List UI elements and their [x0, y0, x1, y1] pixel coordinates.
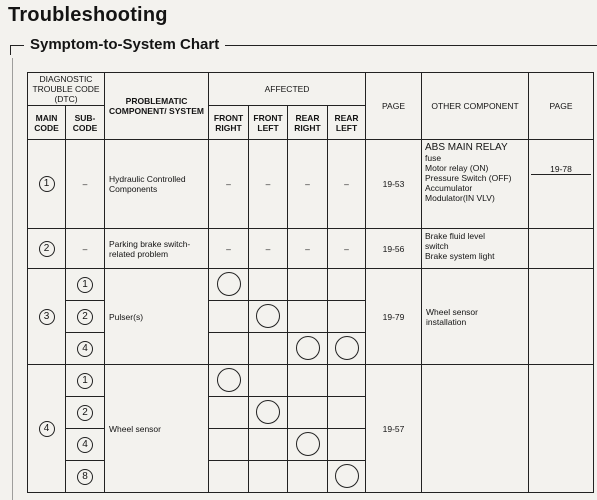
rl-2: –	[328, 229, 366, 269]
page-1: 19-53	[366, 140, 422, 229]
main-code-1: 1	[39, 176, 55, 192]
affected-mark	[217, 368, 241, 392]
other-line: Motor relay (ON)	[425, 163, 489, 173]
page2-1	[529, 140, 594, 229]
header-page: PAGE	[366, 73, 422, 140]
header-component: PROBLEMATIC COMPONENT/ SYSTEM	[105, 73, 209, 140]
other-line: switch	[425, 241, 449, 251]
other-line: fuse	[425, 153, 442, 163]
sub-code-3c: 4	[77, 341, 93, 357]
fr-2: –	[209, 229, 249, 269]
page-3: 19-79	[366, 269, 422, 365]
other-component-1	[422, 140, 529, 229]
affected-mark	[217, 272, 241, 296]
affected-mark	[335, 464, 359, 488]
main-code-3: 3	[39, 309, 55, 325]
header-front-right: FRONT RIGHT	[209, 106, 249, 140]
section-heading: Symptom-to-System Chart	[24, 36, 225, 53]
margin-rule	[12, 58, 13, 500]
header-rear-right: REAR RIGHT	[288, 106, 328, 140]
header-main-code: MAIN CODE	[28, 106, 66, 140]
other-component-4	[422, 365, 529, 493]
other-line: Brake fluid level	[425, 231, 486, 241]
affected-mark	[256, 400, 280, 424]
sub-code-2: –	[66, 229, 105, 269]
fl-2: –	[249, 229, 288, 269]
fl-1: –	[249, 140, 288, 229]
component-4: Wheel sensor	[105, 365, 209, 493]
fr-1: –	[209, 140, 249, 229]
header-sub-code: SUB- CODE	[66, 106, 105, 140]
symptom-chart-table	[27, 72, 594, 493]
rr-1: –	[288, 140, 328, 229]
table-row	[28, 229, 594, 269]
affected-mark	[256, 304, 280, 328]
page2-3	[529, 269, 594, 365]
sub-code-1: –	[66, 140, 105, 229]
affected-mark	[335, 336, 359, 360]
sub-code-4c: 4	[77, 437, 93, 453]
other-line: ABS MAIN RELAY	[425, 142, 508, 153]
other-line: Brake system light	[425, 251, 495, 261]
sub-code-3b: 2	[77, 309, 93, 325]
main-code-4: 4	[39, 421, 55, 437]
page2-4	[529, 365, 594, 493]
header-front-left: FRONT LEFT	[249, 106, 288, 140]
other-line: Pressure Switch (OFF)	[425, 173, 512, 183]
sub-code-4b: 2	[77, 405, 93, 421]
affected-mark	[296, 432, 320, 456]
other-line: Wheel sensor	[426, 306, 478, 317]
header-other-component: OTHER COMPONENT	[422, 73, 529, 140]
rr-2: –	[288, 229, 328, 269]
table-row	[28, 365, 594, 397]
rl-1: –	[328, 140, 366, 229]
section-rule-tick	[10, 45, 11, 55]
other-line: installation	[426, 316, 467, 327]
page-4: 19-57	[366, 365, 422, 493]
sub-code-4d: 8	[77, 469, 93, 485]
table-row	[28, 140, 594, 229]
table-row	[28, 269, 594, 301]
header-rear-left: REAR LEFT	[328, 106, 366, 140]
header-dtc: DIAGNOSTIC TROUBLE CODE (DTC)	[28, 73, 105, 106]
other-line: Modulator(IN VLV)	[425, 193, 495, 203]
sub-code-3a: 1	[77, 277, 93, 293]
component-3: Pulser(s)	[105, 269, 209, 365]
component-2: Parking brake switch-related problem	[105, 229, 209, 269]
sub-code-4a: 1	[77, 373, 93, 389]
other-component-3	[422, 269, 529, 365]
header-affected: AFFECTED	[209, 73, 366, 106]
page-2: 19-56	[366, 229, 422, 269]
affected-mark	[296, 336, 320, 360]
main-code-2: 2	[39, 241, 55, 257]
page-title: Troubleshooting	[8, 4, 168, 26]
header-page-2: PAGE	[529, 73, 594, 140]
other-component-2	[422, 229, 529, 269]
page2-value: 19-78	[531, 164, 591, 175]
other-line: Accumulator	[425, 183, 473, 193]
page2-2	[529, 229, 594, 269]
component-1: Hydraulic Controlled Components	[105, 140, 209, 229]
